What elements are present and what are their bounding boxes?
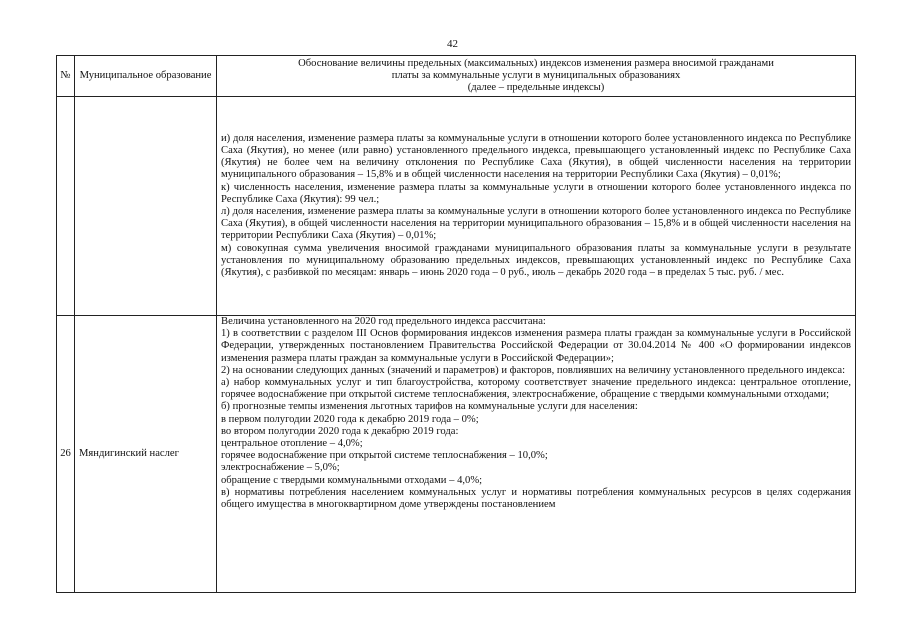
paragraph: 1) в соответствии с разделом III Основ формирования индексов изменения размера платы граждан за коммунальные услуги в Российской Федерации, утвержденных постановлением Правительства Российской Федерации от 30.04.2014 № 400 «О формировании индексов изменения размера платы граждан за коммунальные услуги в Российской Федерации»; bbox=[221, 328, 851, 364]
paragraph: горячее водоснабжение при открытой системе теплоснабжения – 10,0%; bbox=[221, 450, 548, 462]
header-municipality: Муниципальное образование bbox=[75, 56, 217, 97]
paragraph: б) прогнозные темпы изменения льготных тарифов на коммунальные услуги для населения: bbox=[221, 401, 638, 413]
paragraph: в первом полугодии 2020 года к декабрю 2019 года – 0%; bbox=[221, 413, 479, 425]
paragraph: электроснабжение – 5,0%; bbox=[221, 462, 340, 474]
row-municipality-cell bbox=[75, 97, 217, 316]
row-number-cell bbox=[57, 97, 75, 316]
table-row bbox=[57, 97, 856, 316]
header-justification bbox=[217, 56, 856, 97]
paragraph: л) доля населения, изменение размера платы за коммунальные услуги в отношении которого более установленного индекса по Республике Саха (Якутия), в общей численности населения на территории муниципального образования – 15,8% и в общей численности населения на территории Республики Саха (Якутия) – 0,01%; bbox=[221, 206, 851, 242]
paragraph: 2) на основании следующих данных (значений и параметров) и факторов, повлиявших на величину установленного предельного индекса: bbox=[221, 364, 846, 376]
row-justification-cell bbox=[217, 97, 856, 316]
page-number: 42 bbox=[447, 38, 458, 50]
table-header-row bbox=[57, 56, 856, 97]
header-justification-line3: (далее – предельные индексы) bbox=[467, 82, 605, 94]
paragraph: обращение с твердыми коммунальными отходами – 4,0%; bbox=[221, 474, 483, 486]
paragraph: к) численность населения, изменение размера платы за коммунальные услуги в отношении которого более установленного индекса по Республике Саха (Якутия): 99 чел.; bbox=[221, 181, 851, 205]
justification-table bbox=[56, 55, 856, 593]
paragraph: Величина установленного на 2020 год предельного индекса рассчитана: bbox=[221, 316, 546, 327]
paragraph: м) совокупная сумма увеличения вносимой гражданами муниципального образования платы за коммунальные услуги в результате установления по муниципальному образованию предельных индексов, превышающих установленный индекс по Республике Саха (Якутия), с разбивкой по месяцам: январь – июнь 2020 года – 0 руб., июль – декабрь 2020 года – в пределах 5 тыс. руб. / мес. bbox=[221, 242, 851, 279]
header-number: № bbox=[57, 56, 75, 97]
row-number-cell: 26 bbox=[57, 316, 75, 593]
paragraph: центральное отопление – 4,0%; bbox=[221, 438, 363, 450]
table-row bbox=[57, 316, 856, 593]
header-justification-line1: Обоснование величины предельных (максимальных) индексов изменения размера вносимой гражданами bbox=[298, 57, 774, 69]
paragraph: во втором полугодии 2020 года к декабрю 2019 года: bbox=[221, 425, 459, 437]
row-municipality-cell: Мяндигинский наслег bbox=[75, 316, 217, 593]
paragraph: в) нормативы потребления населением коммунальных услуг и нормативы потребления коммунальных ресурсов в целях содержания общего имущества в многоквартирном доме утверждены постановлением bbox=[221, 486, 851, 511]
row-justification-cell bbox=[217, 316, 856, 593]
header-justification-line2: платы за коммунальные услуги в муниципальных образованиях bbox=[391, 69, 681, 81]
paragraph: а) набор коммунальных услуг и тип благоустройства, которому соответствует значение предельного индекса: центральное отопление, горячее водоснабжение при открытой системе теплоснабжения, электроснабжение, обращение с твердыми коммунальными отходами; bbox=[221, 377, 851, 401]
paragraph: и) доля населения, изменение размера платы за коммунальные услуги в отношении которого более установленного индекса по Республике Саха (Якутия), но менее (или равно) установленного предельного индекса, превышающего установленный индекс по Республике Саха (Якутия) не более чем на величину отклонения по Республике Саха (Якутия), в общей численности населения на территории муниципального образования – 15,8% и в общей численности населения на территории Республики Саха (Якутия) – 0,01%; bbox=[221, 132, 851, 181]
